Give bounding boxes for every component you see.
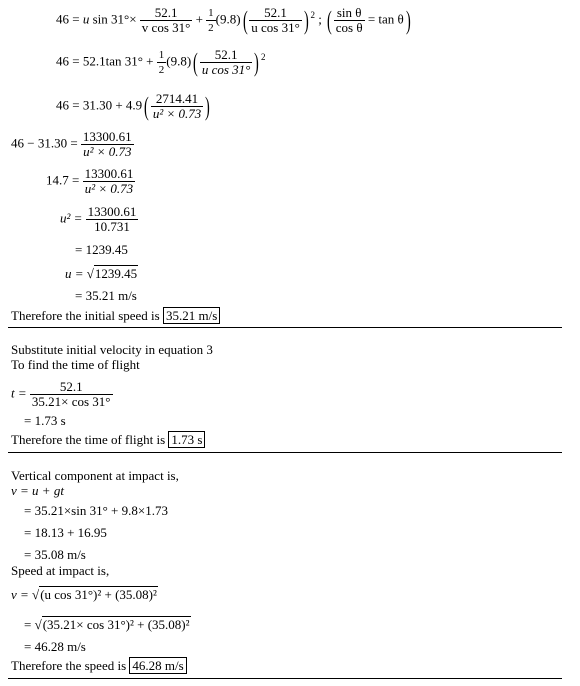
eq5-fraction: $\frac{13300.61}{\text{u² × 0.73}}$ — [84, 166, 134, 196]
eq1-rhs: = tan θ — [364, 11, 404, 27]
eq3-lhs: 46 = 31.30 + 4.9 — [56, 97, 143, 113]
speed-radicand: (u cos 31°)² + (35.08)² — [40, 587, 157, 602]
equation-5 — [46, 167, 135, 196]
answer-2-box: 1.73 s — [168, 431, 205, 448]
speed-equation — [11, 588, 158, 602]
sec2-line-1: Substitute initial velocity in equation 3 — [11, 342, 213, 357]
speed2-radicand: (35.21× cos 31°)² + (35.08)² — [42, 617, 190, 632]
eq1-fraction-1: $\frac{52.1}{\text{v cos 31°}}$ — [141, 5, 191, 35]
eq1-sep: ; — [318, 11, 326, 27]
answer-initial-speed — [11, 309, 220, 323]
eq6-lhs: u² = — [60, 210, 86, 226]
sec2-line-2: To find the time of flight — [11, 357, 140, 372]
eq6-fraction: $\frac{13300.61}{10.731}$ — [87, 204, 137, 234]
answer-2-text: Therefore the time of flight is — [11, 432, 169, 447]
divider-2 — [8, 452, 562, 453]
equation-2: 46 = 52.1tan 31° + $\frac{1}{2}$ (9.8)( $\frac{52.1}{\text{u cos 31°}}$ ) $^2$ — [56, 47, 266, 77]
eq4-lhs: 46 − 31.30 = — [11, 135, 81, 151]
sec3-line-2: v = u + gt — [11, 483, 64, 498]
eq1-u: u — [82, 11, 90, 27]
eq2-lhs: 46 = 52.1tan 31° + — [56, 53, 157, 69]
eq1-fraction-3: $\frac{52.1}{\text{u cos 31°}}$ — [251, 5, 300, 35]
sec3-line-1: Vertical component at impact is, — [11, 468, 179, 483]
divider-1 — [8, 327, 562, 328]
time-lhs: t = — [11, 385, 30, 401]
eq3-fraction: $\frac{2714.41}{\text{u² × 0.73}}$ — [152, 91, 202, 121]
sec3-line-5: = 35.08 m/s — [24, 547, 86, 562]
speed-lhs: v = √ — [11, 587, 40, 602]
eq1-fraction-2: $\frac{1}{2}$ — [208, 7, 214, 34]
equation-9: = 35.21 m/s — [75, 288, 137, 303]
eq2-fraction-2: $\frac{52.1}{\text{u cos 31°}}$ — [201, 47, 251, 77]
time-fraction: $\frac{52.1}{35.21\times \cos 31^\circ}$ — [31, 379, 111, 409]
eq5-lhs: 14.7 = — [46, 172, 83, 188]
answer-1-text: Therefore the initial speed is — [11, 308, 163, 323]
eq1-fraction-4: $\frac{\text{sin θ}}{\text{cos θ}}$ — [335, 5, 363, 35]
eq1-exp: 2 — [310, 10, 315, 21]
answer-1-box: 35.21 m/s — [163, 307, 220, 324]
eq2-exp: 2 — [261, 52, 266, 63]
speed2-lhs: = √ — [24, 617, 42, 632]
divider-3 — [8, 678, 562, 679]
equation-1: 46 = u sin 31°× $\frac{52.1}{\text{v cos 31°}}$ + $\frac{1}{2}$ (9.8)( $\frac{52.1}{\text{u cos 31°}}$ ) $^2$ ; ( $\frac{\text{sin θ}}{\text{cos θ}}$ = tan θ) — [56, 5, 411, 35]
sec3-line-3: = 35.21×sin 31° + 9.8×1.73 — [24, 503, 168, 518]
equation-8 — [65, 267, 138, 281]
sec3-line-4: = 18.13 + 16.95 — [24, 525, 107, 540]
answer-3-box: 46.28 m/s — [129, 657, 186, 674]
eq8-radicand: 1239.45 — [94, 266, 138, 281]
time-equation — [11, 380, 113, 409]
sec3-line-6: Speed at impact is, — [11, 563, 110, 578]
answer-speed — [11, 659, 187, 673]
equation-3: 46 = 31.30 + 4.9( $\frac{2714.41}{\text{u² × 0.73}}$ ) — [56, 91, 210, 121]
speed-result: = 46.28 m/s — [24, 639, 86, 654]
answer-time-of-flight — [11, 433, 205, 447]
eq4-fraction: $\frac{13300.61}{\text{u² × 0.73}}$ — [82, 129, 132, 159]
eq1-plus: + — [195, 11, 207, 27]
eq1-lhs: 46 = — [56, 11, 83, 27]
speed-substitution — [24, 618, 191, 632]
equation-4 — [11, 130, 134, 159]
eq1-coef: (9.8) — [215, 11, 241, 27]
time-result: = 1.73 s — [24, 413, 66, 428]
eq1-sin: sin 31°× — [89, 11, 137, 27]
eq2-coef: (9.8) — [166, 53, 192, 69]
equation-6 — [60, 205, 138, 234]
eq8-lhs: u = √ — [65, 266, 94, 281]
eq2-fraction-1: $\frac{1}{2}$ — [158, 49, 165, 76]
equation-7: = 1239.45 — [75, 242, 128, 257]
answer-3-text: Therefore the speed is — [11, 658, 130, 673]
